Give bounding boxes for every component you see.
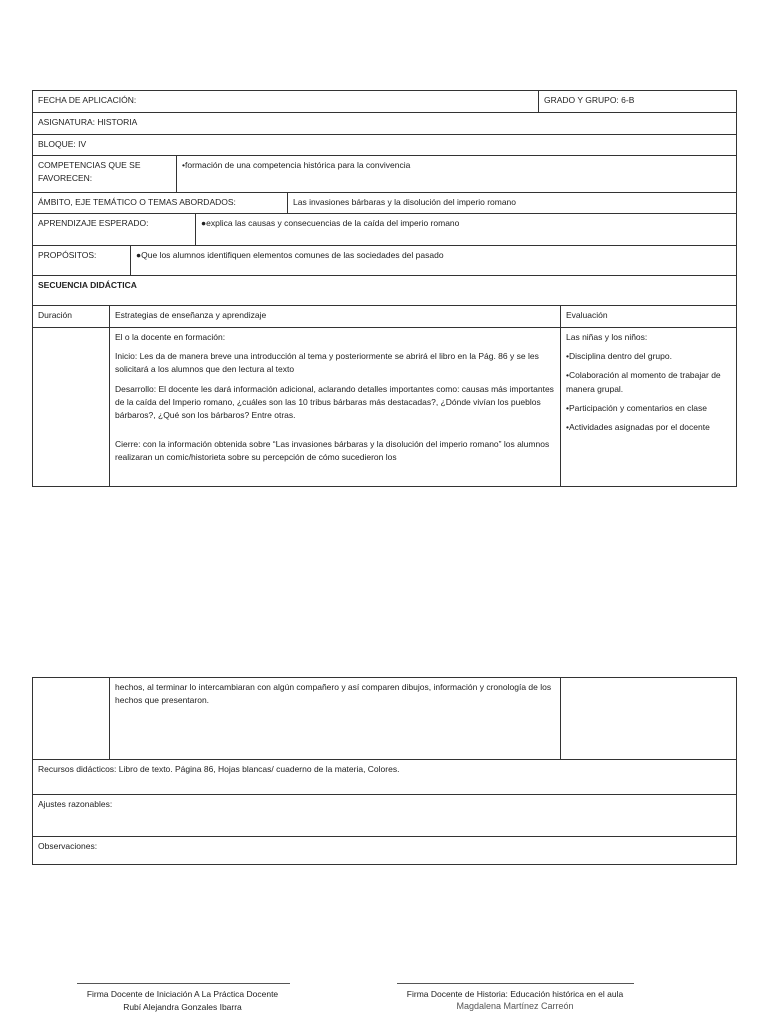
propositos-label: PROPÓSITOS: <box>38 250 97 260</box>
divider <box>560 678 561 759</box>
evaluacion-content <box>561 328 736 486</box>
estrategias-cierre: Cierre: con la información obtenida sobre “Las invasiones bárbaras y la disolución del imperio romano” los alumnos realizaran un comic/historieta sobre su percepción de cómo sucedieron los <box>115 439 550 463</box>
ambito-value: Las invasiones bárbaras y la disolución del imperio romano <box>293 197 517 207</box>
signature-name-left: Rubí Alejandra Gonzales Ibarra <box>123 1002 242 1012</box>
aprendizaje-value: ●explica las causas y consecuencias de la caída del imperio romano <box>201 218 460 228</box>
grado-grupo-label: GRADO Y GRUPO: 6-B <box>544 95 635 105</box>
signature-name-right: Magdalena Martínez Carreón <box>456 1001 574 1011</box>
fecha-aplicacion-label: FECHA DE APLICACIÓN: <box>38 95 137 105</box>
estrategias-continuation: hechos, al terminar lo intercambiaran con algún compañero y así comparen dibujos, información y cronología de los hechos que presentaron. <box>115 682 552 706</box>
asignatura-label: ASIGNATURA: HISTORIA <box>38 117 138 127</box>
duracion-header: Duración <box>38 310 73 320</box>
signature-title-right: Firma Docente de Historia: Educación histórica en el aula <box>406 989 624 999</box>
signature-line-right <box>397 983 634 984</box>
recursos-didacticos: Recursos didácticos: Libro de texto. Página 86, Hojas blancas/ cuaderno de la materia, Colores. <box>38 764 400 774</box>
observaciones: Observaciones: <box>38 841 98 851</box>
estrategias-content <box>110 328 560 486</box>
estrategias-header: Estrategias de enseñanza y aprendizaje <box>115 310 267 320</box>
bloque-label: BLOQUE: IV <box>38 139 87 149</box>
ambito-label: ÁMBITO, EJE TEMÁTICO O TEMAS ABORDADOS: <box>38 197 236 207</box>
estrategias-inicio: Inicio: Les da de manera breve una introducción al tema y posteriormente se abrirá el libro en la Pág. 86 y se les solicitará a los alumnos que den lectura al texto <box>115 351 539 375</box>
competencias-value: •formación de una competencia histórica para la convivencia <box>182 160 411 170</box>
evaluacion-item: •Colaboración al momento de trabajar de manera grupal. <box>566 370 721 394</box>
planning-table <box>32 90 737 487</box>
propositos-value: ●Que los alumnos identifiquen elementos comunes de las sociedades del pasado <box>136 250 444 260</box>
aprendizaje-label: APRENDIZAJE ESPERADO: <box>38 218 149 228</box>
planning-table-continued <box>32 677 737 865</box>
secuencia-didactica-title: SECUENCIA DIDÁCTICA <box>38 280 137 290</box>
ajustes-razonables: Ajustes razonables: <box>38 799 113 809</box>
signature-line-left <box>77 983 290 984</box>
competencias-label: COMPETENCIAS QUE SE FAVORECEN: <box>38 160 141 184</box>
evaluacion-item: •Actividades asignadas por el docente <box>566 421 710 432</box>
evaluacion-item: •Participación y comentarios en clase <box>566 402 707 413</box>
evaluacion-item: •Disciplina dentro del grupo. <box>566 351 672 362</box>
evaluacion-header: Evaluación <box>566 310 608 320</box>
estrategias-intro: El o la docente en formación: <box>115 332 226 342</box>
estrategias-desarrollo: Desarrollo: El docente les dará información adicional, aclarando detalles importantes como: causas más importantes de la caída del Imperio romano, ¿cuáles son las 10 tribus bárbaras más destacadas?, ¿Dónde vivían los pueblos bárbaros?, ¿Qué son los bárbaros? Entre otras. <box>115 383 554 420</box>
evaluacion-intro: Las niñas y los niños: <box>566 332 648 342</box>
signature-title-left: Firma Docente de Iniciación A La Práctica Docente <box>86 989 279 999</box>
